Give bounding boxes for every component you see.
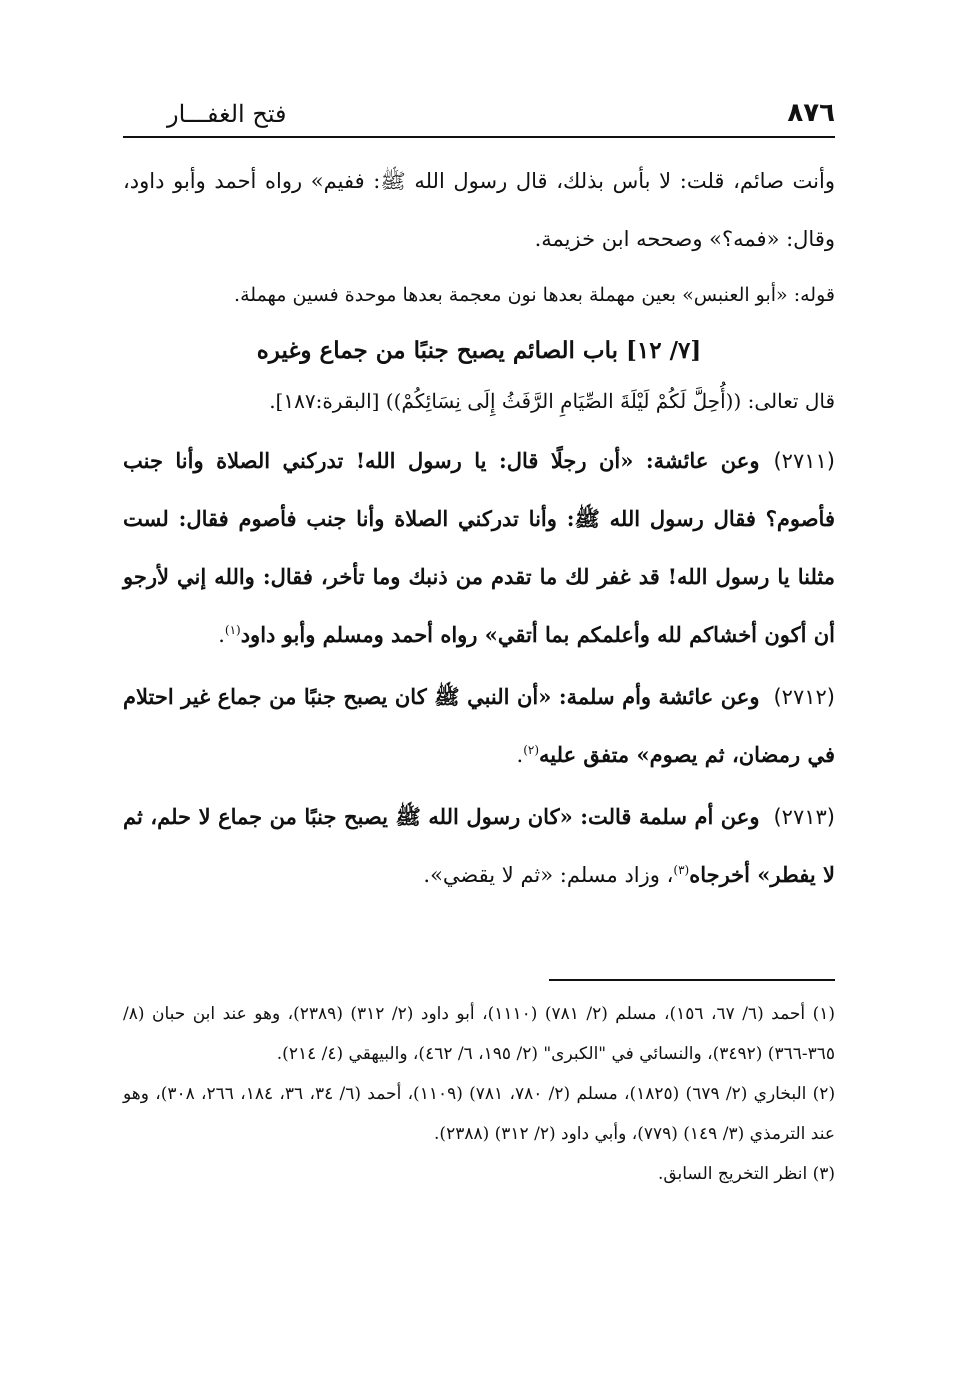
hadith-2712 <box>123 668 835 784</box>
page-number: ٨٧٦ <box>787 98 835 128</box>
header-divider <box>123 136 835 138</box>
intro-paragraph <box>123 152 835 268</box>
hadith-tail: . <box>218 623 225 647</box>
main-text <box>123 152 835 904</box>
footnote-ref: (١) <box>224 623 241 637</box>
footnote-1: (١) أحمد (٦/ ٦٧، ١٥٦)، مسلم (٢/ ٧٨١) (١١١٠)، أبو داود (٢/ ٣١٢) (٢٣٨٩)، وهو عند ابن حبان (٨/ ٣٦٥-٣٦٦) (٣٤٩٢)، والنسائي في "الكبرى" (٢/ ١٩٥، ٦/ ٤٦٢)، والبيهقي (٤/ ٢١٤). <box>123 1004 836 1064</box>
verse-text: قال تعالى: ((أُحِلَّ لَكُمْ لَيْلَةَ الصِّيَامِ الرَّفَثُ إِلَى نِسَائِكُمْ)) [البقرة:١٨٧]. <box>269 389 835 413</box>
footnote-divider <box>549 979 835 981</box>
hadith-2713 <box>123 788 835 904</box>
book-title: فتح الغفـــار <box>167 100 287 128</box>
verse-paragraph <box>123 376 835 426</box>
footnote-ref: (٣) <box>673 863 690 877</box>
page-header <box>123 98 835 134</box>
chapter-title: [٧/ ١٢] باب الصائم يصبح جنبًا من جماع وغيره <box>256 337 702 364</box>
footnote-ref: (٢) <box>523 743 540 757</box>
hadith-tail: . <box>516 743 524 767</box>
intro-text: وأنت صائم، قلت: لا بأس بذلك، قال رسول الله ﷺ: ففيم» رواه أحمد وأبو داود، وقال: «فمه؟» وصححه ابن خزيمة. <box>123 169 835 251</box>
hadith-2711 <box>123 432 835 664</box>
hadith-text: وعن عائشة: «أن رجلًا قال: يا رسول الله! تدركني الصلاة وأنا جنب فأصوم؟ فقال رسول الله ﷺ: وأنا تدركني الصلاة وأنا جنب فأصوم فقال: لست مثلنا يا رسول الله! قد غفر لك ما تقدم من ذنبك وما تأخر، فقال: والله إني لأرجو أن أكون أخشاكم لله وأعلمكم بما أتقي» رواه أحمد ومسلم وأبو داود <box>123 448 835 647</box>
footnote-3: (٣) انظر التخريج السابق. <box>657 1164 835 1184</box>
hadith-number: (٢٧١٢) <box>773 685 835 709</box>
footnotes <box>123 994 835 1194</box>
hadith-text: وعن عائشة وأم سلمة: «أن النبي ﷺ كان يصبح جنبًا من جماع غير احتلام في رمضان، ثم يصوم» متفق عليه <box>123 684 835 767</box>
footnote-2: (٢) البخاري (٢/ ٦٧٩) (١٨٢٥)، مسلم (٢/ ٧٨٠، ٧٨١) (١١٠٩)، أحمد (٦/ ٣٤، ٣٦، ١٨٤، ٢٦٦، ٣٠٨)، وهو عند الترمذي (٣/ ١٤٩) (٧٧٩)، وأبي داود (٢/ ٣١٢) (٢٣٨٨). <box>123 1084 836 1144</box>
note-text: قوله: «أبو العنبس» بعين مهملة بعدها نون معجمة بعدها موحدة فسين مهملة. <box>234 284 835 306</box>
hadith-number: (٢٧١١) <box>773 449 835 473</box>
note-paragraph <box>123 270 835 320</box>
hadith-number: (٢٧١٣) <box>773 805 835 829</box>
hadith-text: وعن أم سلمة قالت: «كان رسول الله ﷺ يصبح جنبًا من جماع لا حلم، ثم لا يفطر» أخرجاه <box>123 804 835 887</box>
hadith-tail: ، وزاد مسلم: «ثم لا يقضي». <box>423 863 674 887</box>
